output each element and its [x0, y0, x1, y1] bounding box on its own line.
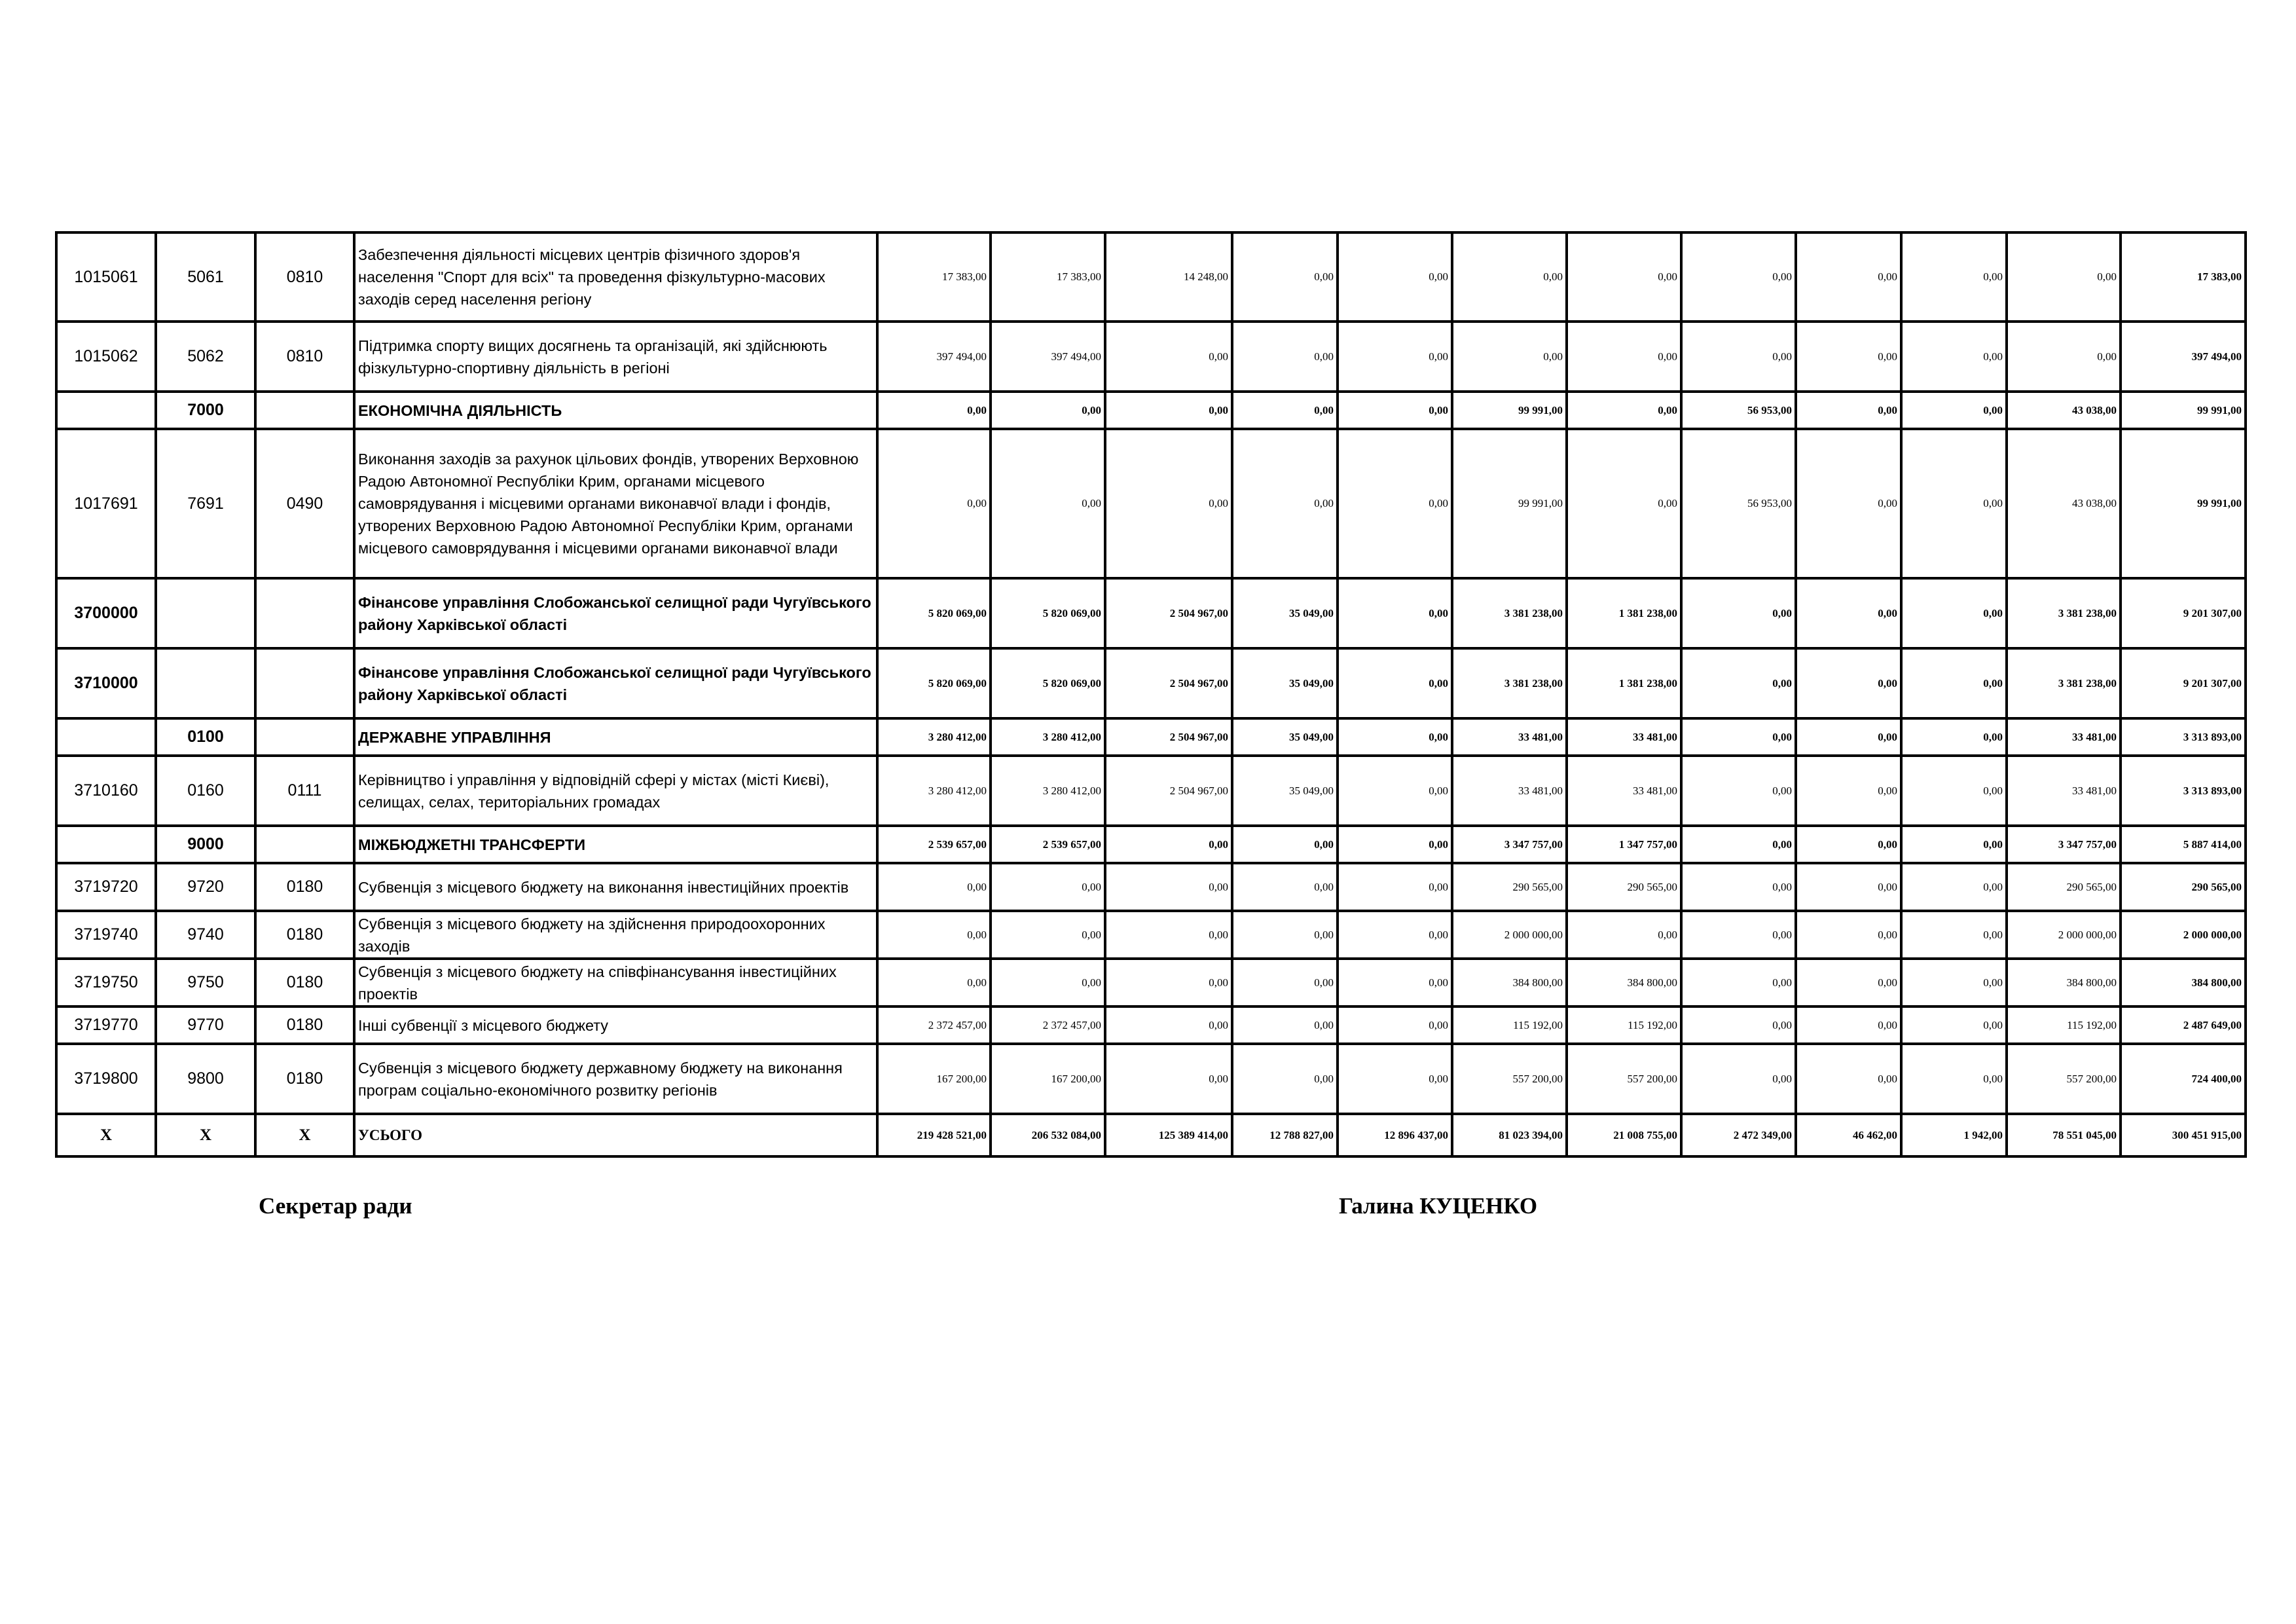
amount-cell: 0,00: [1567, 232, 1681, 322]
program-code-cell: [56, 826, 156, 863]
amount-cell: 290 565,00: [2007, 863, 2121, 911]
amount-cell: 21 008 755,00: [1567, 1114, 1681, 1156]
amount-cell: 290 565,00: [1452, 863, 1567, 911]
amount-cell: 0,00: [877, 392, 991, 429]
amount-cell: 0,00: [1901, 232, 2007, 322]
amount-cell: 0,00: [1796, 1044, 1901, 1114]
target-code-cell: 9770: [156, 1006, 255, 1044]
amount-cell: 0,00: [1338, 718, 1452, 756]
amount-cell: 1 347 757,00: [1567, 826, 1681, 863]
amount-cell: 99 991,00: [2121, 429, 2246, 578]
amount-cell: 0,00: [1232, 232, 1338, 322]
target-code-cell: 9740: [156, 911, 255, 959]
amount-cell: 0,00: [877, 959, 991, 1006]
function-code-cell: 0180: [255, 1006, 354, 1044]
amount-cell: 3 280 412,00: [991, 756, 1105, 826]
amount-cell: 0,00: [1338, 429, 1452, 578]
program-code-cell: 1015062: [56, 322, 156, 392]
amount-cell: 33 481,00: [1452, 756, 1567, 826]
amount-cell: 0,00: [1232, 911, 1338, 959]
program-code-cell: 3719740: [56, 911, 156, 959]
amount-cell: 2 504 967,00: [1105, 718, 1232, 756]
target-code-cell: X: [156, 1114, 255, 1156]
amount-cell: 0,00: [1681, 322, 1796, 392]
amount-cell: 724 400,00: [2121, 1044, 2246, 1114]
amount-cell: 0,00: [1681, 756, 1796, 826]
amount-cell: 46 462,00: [1796, 1114, 1901, 1156]
amount-cell: 0,00: [1567, 911, 1681, 959]
amount-cell: 0,00: [1338, 648, 1452, 718]
function-code-cell: 0180: [255, 911, 354, 959]
amount-cell: 0,00: [1796, 429, 1901, 578]
amount-cell: 1 381 238,00: [1567, 648, 1681, 718]
amount-cell: 99 991,00: [2121, 392, 2246, 429]
amount-cell: 0,00: [1232, 322, 1338, 392]
program-name-cell: Підтримка спорту вищих досягнень та організацій, які здійснюють фізкультурно-спортивну діяльність в регіоні: [354, 322, 877, 392]
function-code-cell: [255, 648, 354, 718]
program-name-cell: Субвенція з місцевого бюджету на виконання інвестиційних проектів: [354, 863, 877, 911]
table-row: [56, 232, 2246, 322]
table-row: [56, 826, 2246, 863]
amount-cell: 0,00: [1901, 429, 2007, 578]
amount-cell: 2 372 457,00: [991, 1006, 1105, 1044]
amount-cell: 0,00: [1338, 322, 1452, 392]
amount-cell: 0,00: [1796, 911, 1901, 959]
amount-cell: 0,00: [1796, 826, 1901, 863]
amount-cell: 33 481,00: [1452, 718, 1567, 756]
amount-cell: 3 381 238,00: [1452, 578, 1567, 648]
amount-cell: 33 481,00: [2007, 718, 2121, 756]
amount-cell: 0,00: [991, 959, 1105, 1006]
amount-cell: 3 280 412,00: [877, 718, 991, 756]
target-code-cell: 7691: [156, 429, 255, 578]
amount-cell: 0,00: [1232, 826, 1338, 863]
table-row: [56, 578, 2246, 648]
amount-cell: 33 481,00: [2007, 756, 2121, 826]
program-name-cell: ДЕРЖАВНЕ УПРАВЛІННЯ: [354, 718, 877, 756]
amount-cell: 0,00: [1105, 959, 1232, 1006]
target-code-cell: 9000: [156, 826, 255, 863]
amount-cell: 3 381 238,00: [2007, 648, 2121, 718]
amount-cell: 3 347 757,00: [2007, 826, 2121, 863]
amount-cell: 35 049,00: [1232, 648, 1338, 718]
amount-cell: 0,00: [1338, 826, 1452, 863]
amount-cell: 5 820 069,00: [991, 578, 1105, 648]
target-code-cell: 0160: [156, 756, 255, 826]
amount-cell: 384 800,00: [1567, 959, 1681, 1006]
amount-cell: 0,00: [877, 911, 991, 959]
amount-cell: 0,00: [1901, 392, 2007, 429]
amount-cell: 12 788 827,00: [1232, 1114, 1338, 1156]
program-code-cell: 3719720: [56, 863, 156, 911]
amount-cell: 0,00: [1796, 322, 1901, 392]
amount-cell: 167 200,00: [991, 1044, 1105, 1114]
amount-cell: 125 389 414,00: [1105, 1114, 1232, 1156]
amount-cell: 0,00: [1796, 578, 1901, 648]
amount-cell: 0,00: [1681, 232, 1796, 322]
program-name-cell: МІЖБЮДЖЕТНІ ТРАНСФЕРТИ: [354, 826, 877, 863]
program-name-cell: Виконання заходів за рахунок цільових фондів, утворених Верховною Радою Автономної Республіки Крим, органами місцевого самоврядування і місцевими органами виконавчої влади і фондів, утворених Верховною Радою Автономної Республіки Крим, органами місцевого самоврядування і місцевими органами виконавчої влади: [354, 429, 877, 578]
target-code-cell: [156, 578, 255, 648]
target-code-cell: 9720: [156, 863, 255, 911]
amount-cell: 0,00: [1338, 578, 1452, 648]
program-name-cell: ЕКОНОМІЧНА ДІЯЛЬНІСТЬ: [354, 392, 877, 429]
amount-cell: 0,00: [1105, 392, 1232, 429]
amount-cell: 56 953,00: [1681, 392, 1796, 429]
amount-cell: 0,00: [991, 429, 1105, 578]
amount-cell: 2 504 967,00: [1105, 648, 1232, 718]
function-code-cell: 0111: [255, 756, 354, 826]
amount-cell: 0,00: [1567, 322, 1681, 392]
amount-cell: 2 000 000,00: [2007, 911, 2121, 959]
amount-cell: 0,00: [1901, 826, 2007, 863]
amount-cell: 3 381 238,00: [2007, 578, 2121, 648]
amount-cell: 0,00: [1901, 959, 2007, 1006]
amount-cell: 56 953,00: [1681, 429, 1796, 578]
table-row: [56, 1044, 2246, 1114]
amount-cell: 43 038,00: [2007, 429, 2121, 578]
amount-cell: 0,00: [1901, 1044, 2007, 1114]
amount-cell: 0,00: [1232, 1006, 1338, 1044]
amount-cell: 35 049,00: [1232, 718, 1338, 756]
amount-cell: 17 383,00: [877, 232, 991, 322]
amount-cell: 384 800,00: [2121, 959, 2246, 1006]
amount-cell: 33 481,00: [1567, 718, 1681, 756]
function-code-cell: 0810: [255, 322, 354, 392]
amount-cell: 33 481,00: [1567, 756, 1681, 826]
amount-cell: 397 494,00: [991, 322, 1105, 392]
amount-cell: 0,00: [1105, 1006, 1232, 1044]
amount-cell: 0,00: [1567, 429, 1681, 578]
program-code-cell: [56, 718, 156, 756]
table-row: [56, 718, 2246, 756]
amount-cell: 1 381 238,00: [1567, 578, 1681, 648]
amount-cell: 35 049,00: [1232, 578, 1338, 648]
amount-cell: 3 347 757,00: [1452, 826, 1567, 863]
amount-cell: 99 991,00: [1452, 392, 1567, 429]
amount-cell: 206 532 084,00: [991, 1114, 1105, 1156]
function-code-cell: X: [255, 1114, 354, 1156]
amount-cell: 0,00: [1681, 718, 1796, 756]
program-code-cell: 3710160: [56, 756, 156, 826]
amount-cell: 0,00: [1452, 232, 1567, 322]
amount-cell: 0,00: [1105, 911, 1232, 959]
table-row: [56, 911, 2246, 959]
program-name-cell: Субвенція з місцевого бюджету державному бюджету на виконання програм соціально-економічного розвитку регіонів: [354, 1044, 877, 1114]
amount-cell: 290 565,00: [2121, 863, 2246, 911]
target-code-cell: 5061: [156, 232, 255, 322]
table-row: [56, 322, 2246, 392]
program-name-cell: УСЬОГО: [354, 1114, 877, 1156]
amount-cell: 557 200,00: [1567, 1044, 1681, 1114]
target-code-cell: 0100: [156, 718, 255, 756]
amount-cell: 5 887 414,00: [2121, 826, 2246, 863]
target-code-cell: 9750: [156, 959, 255, 1006]
amount-cell: 0,00: [1901, 718, 2007, 756]
table-row: [56, 959, 2246, 1006]
amount-cell: 12 896 437,00: [1338, 1114, 1452, 1156]
amount-cell: 0,00: [1681, 578, 1796, 648]
program-code-cell: X: [56, 1114, 156, 1156]
program-name-cell: Фінансове управління Слобожанської селищної ради Чугуївського району Харківської області: [354, 648, 877, 718]
amount-cell: 0,00: [1681, 826, 1796, 863]
amount-cell: 557 200,00: [2007, 1044, 2121, 1114]
amount-cell: 0,00: [1338, 1006, 1452, 1044]
amount-cell: 5 820 069,00: [991, 648, 1105, 718]
amount-cell: 0,00: [1681, 648, 1796, 718]
amount-cell: 0,00: [1681, 959, 1796, 1006]
table-row: [56, 863, 2246, 911]
amount-cell: 0,00: [1681, 911, 1796, 959]
amount-cell: 0,00: [1796, 756, 1901, 826]
amount-cell: 0,00: [2007, 322, 2121, 392]
amount-cell: 0,00: [1901, 756, 2007, 826]
target-code-cell: 7000: [156, 392, 255, 429]
amount-cell: 0,00: [1796, 959, 1901, 1006]
amount-cell: 0,00: [991, 863, 1105, 911]
amount-cell: 0,00: [1338, 959, 1452, 1006]
amount-cell: 290 565,00: [1567, 863, 1681, 911]
amount-cell: 0,00: [1452, 322, 1567, 392]
amount-cell: 0,00: [877, 863, 991, 911]
amount-cell: 0,00: [991, 392, 1105, 429]
amount-cell: 0,00: [1796, 232, 1901, 322]
amount-cell: 14 248,00: [1105, 232, 1232, 322]
amount-cell: 0,00: [1796, 863, 1901, 911]
amount-cell: 5 820 069,00: [877, 578, 991, 648]
program-name-cell: Субвенція з місцевого бюджету на здійснення природоохоронних заходів: [354, 911, 877, 959]
amount-cell: 397 494,00: [877, 322, 991, 392]
amount-cell: 0,00: [1338, 863, 1452, 911]
amount-cell: 78 551 045,00: [2007, 1114, 2121, 1156]
function-code-cell: [255, 718, 354, 756]
program-name-cell: Субвенція з місцевого бюджету на співфінансування інвестиційних проектів: [354, 959, 877, 1006]
program-code-cell: [56, 392, 156, 429]
table-row: [56, 756, 2246, 826]
function-code-cell: [255, 826, 354, 863]
table-row: [56, 392, 2246, 429]
amount-cell: 0,00: [1681, 863, 1796, 911]
program-name-cell: Інші субвенції з місцевого бюджету: [354, 1006, 877, 1044]
amount-cell: 81 023 394,00: [1452, 1114, 1567, 1156]
amount-cell: 2 472 349,00: [1681, 1114, 1796, 1156]
amount-cell: 0,00: [1232, 863, 1338, 911]
amount-cell: 0,00: [1232, 429, 1338, 578]
amount-cell: 17 383,00: [991, 232, 1105, 322]
amount-cell: 167 200,00: [877, 1044, 991, 1114]
amount-cell: 0,00: [1901, 1006, 2007, 1044]
amount-cell: 35 049,00: [1232, 756, 1338, 826]
function-code-cell: [255, 392, 354, 429]
amount-cell: 115 192,00: [1567, 1006, 1681, 1044]
amount-cell: 0,00: [1232, 392, 1338, 429]
function-code-cell: [255, 578, 354, 648]
amount-cell: 43 038,00: [2007, 392, 2121, 429]
table-row: [56, 648, 2246, 718]
program-code-cell: 1015061: [56, 232, 156, 322]
program-code-cell: 3710000: [56, 648, 156, 718]
program-name-cell: Забезпечення діяльності місцевих центрів фізичного здоров'я населення "Спорт для всіх" та проведення фізкультурно-масових заходів серед населення регіону: [354, 232, 877, 322]
target-code-cell: [156, 648, 255, 718]
table-row: [56, 429, 2246, 578]
amount-cell: 0,00: [1105, 322, 1232, 392]
amount-cell: 0,00: [1232, 959, 1338, 1006]
function-code-cell: 0490: [255, 429, 354, 578]
amount-cell: 2 504 967,00: [1105, 756, 1232, 826]
amount-cell: 384 800,00: [1452, 959, 1567, 1006]
program-code-cell: 3700000: [56, 578, 156, 648]
amount-cell: 2 000 000,00: [2121, 911, 2246, 959]
amount-cell: 2 504 967,00: [1105, 578, 1232, 648]
table-row: [56, 1006, 2246, 1044]
amount-cell: 5 820 069,00: [877, 648, 991, 718]
amount-cell: 2 539 657,00: [991, 826, 1105, 863]
amount-cell: 0,00: [1796, 718, 1901, 756]
function-code-cell: 0180: [255, 959, 354, 1006]
amount-cell: 300 451 915,00: [2121, 1114, 2246, 1156]
program-name-cell: Фінансове управління Слобожанської селищної ради Чугуївського району Харківської області: [354, 578, 877, 648]
program-code-cell: 3719770: [56, 1006, 156, 1044]
function-code-cell: 0810: [255, 232, 354, 322]
amount-cell: 0,00: [1105, 429, 1232, 578]
signature-position: Секретар ради: [259, 1193, 412, 1219]
signature-name: Галина КУЦЕНКО: [1339, 1193, 1538, 1219]
amount-cell: 3 381 238,00: [1452, 648, 1567, 718]
amount-cell: 1 942,00: [1901, 1114, 2007, 1156]
program-code-cell: 1017691: [56, 429, 156, 578]
table-row: [56, 1114, 2246, 1156]
amount-cell: 0,00: [1338, 1044, 1452, 1114]
amount-cell: 557 200,00: [1452, 1044, 1567, 1114]
amount-cell: 0,00: [1232, 1044, 1338, 1114]
amount-cell: 0,00: [1901, 911, 2007, 959]
function-code-cell: 0180: [255, 1044, 354, 1114]
amount-cell: 0,00: [1901, 322, 2007, 392]
amount-cell: 0,00: [1338, 911, 1452, 959]
amount-cell: 0,00: [1796, 392, 1901, 429]
amount-cell: 0,00: [1901, 648, 2007, 718]
amount-cell: 0,00: [1901, 578, 2007, 648]
amount-cell: 0,00: [1796, 648, 1901, 718]
amount-cell: 2 000 000,00: [1452, 911, 1567, 959]
target-code-cell: 5062: [156, 322, 255, 392]
amount-cell: 9 201 307,00: [2121, 578, 2246, 648]
amount-cell: 0,00: [1681, 1044, 1796, 1114]
amount-cell: 219 428 521,00: [877, 1114, 991, 1156]
amount-cell: 0,00: [991, 911, 1105, 959]
amount-cell: 0,00: [1681, 1006, 1796, 1044]
program-code-cell: 3719800: [56, 1044, 156, 1114]
amount-cell: 0,00: [1567, 392, 1681, 429]
amount-cell: 9 201 307,00: [2121, 648, 2246, 718]
amount-cell: 0,00: [1105, 826, 1232, 863]
amount-cell: 2 487 649,00: [2121, 1006, 2246, 1044]
amount-cell: 0,00: [1338, 392, 1452, 429]
target-code-cell: 9800: [156, 1044, 255, 1114]
table-body: [56, 232, 2246, 1156]
amount-cell: 0,00: [1796, 1006, 1901, 1044]
amount-cell: 3 280 412,00: [991, 718, 1105, 756]
budget-table: [55, 231, 2247, 1158]
program-name-cell: Керівництво і управління у відповідній сфері у містах (місті Києві), селищах, селах, територіальних громадах: [354, 756, 877, 826]
amount-cell: 3 280 412,00: [877, 756, 991, 826]
amount-cell: 17 383,00: [2121, 232, 2246, 322]
amount-cell: 2 372 457,00: [877, 1006, 991, 1044]
amount-cell: 0,00: [1105, 1044, 1232, 1114]
amount-cell: 0,00: [1105, 863, 1232, 911]
amount-cell: 3 313 893,00: [2121, 718, 2246, 756]
amount-cell: 0,00: [2007, 232, 2121, 322]
amount-cell: 0,00: [877, 429, 991, 578]
amount-cell: 0,00: [1338, 232, 1452, 322]
amount-cell: 0,00: [1338, 756, 1452, 826]
amount-cell: 99 991,00: [1452, 429, 1567, 578]
amount-cell: 115 192,00: [2007, 1006, 2121, 1044]
amount-cell: 2 539 657,00: [877, 826, 991, 863]
function-code-cell: 0180: [255, 863, 354, 911]
amount-cell: 384 800,00: [2007, 959, 2121, 1006]
amount-cell: 0,00: [1901, 863, 2007, 911]
amount-cell: 3 313 893,00: [2121, 756, 2246, 826]
program-code-cell: 3719750: [56, 959, 156, 1006]
amount-cell: 115 192,00: [1452, 1006, 1567, 1044]
amount-cell: 397 494,00: [2121, 322, 2246, 392]
